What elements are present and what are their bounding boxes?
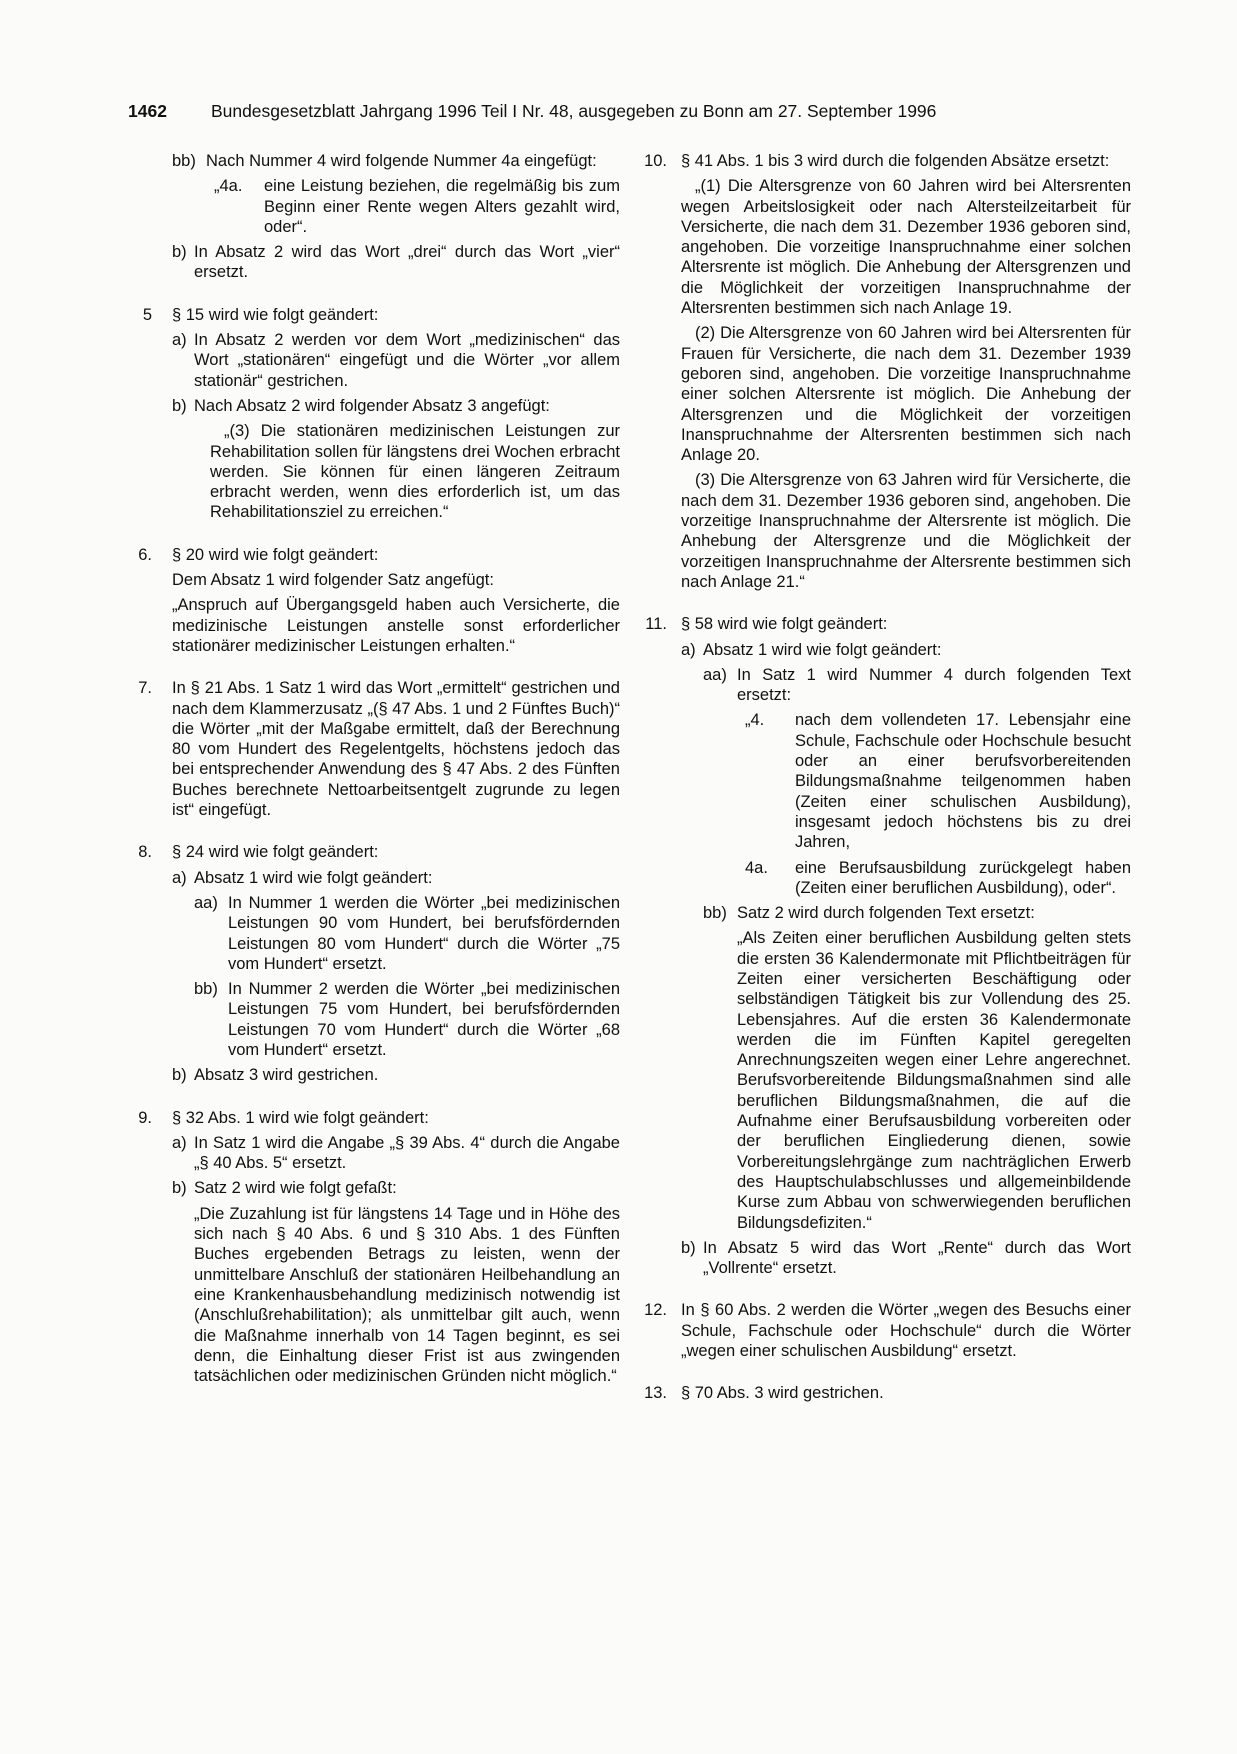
item-text: Absatz 1 wird wie folgt geändert: (703, 640, 942, 659)
item-text: Satz 2 wird durch folgenden Text ersetzt: (737, 904, 1035, 923)
quote-text: eine Leistung beziehen, die regelmäßig bis zum Beginn einer Rente wegen Alters gezahlt wird, oder“. (264, 177, 620, 236)
item-label: bb) (194, 980, 218, 999)
item-4-bb (172, 151, 620, 237)
quote-text: „Als Zeiten einer beruflichen Ausbildung gelten stets die ersten 36 Kalendermonate mit Pflichtbeiträgen für Zeiten einer versicherten Beschäftigung oder selbständigen Tätigkeit bis zur Vollendung des 25. Lebensjahres. Auf die ersten 36 Kalendermonate werden die im Fünften Kapitel geregelten Anrechnungszeiten wegen einer Lehre angerechnet. Berufsvorbereitende Bildungsmaßnahmen sind alle beruflichen Bildungsmaßnahmen, die auf die Aufnahme einer Berufsausbildung vorbereiten oder der beruflichen Eingliederung dienen, sowie Vorbereitungslehrgänge zum nachträglichen Erwerb des Hauptschulabschlusses und allgemeinbildende Kurse zum Abbau von schwerwiegenden beruflichen Bildungsdefiziten.“ (737, 929, 1131, 1232)
item-4-continued (140, 151, 620, 283)
item-text: In Absatz 2 wird das Wort „drei“ durch das Wort „vier“ ersetzt. (194, 243, 620, 282)
right-column (645, 151, 1131, 1426)
item-text: Satz 2 wird wie folgt gefaßt: (194, 1179, 397, 1198)
quote-text: nach dem vollendeten 17. Lebensjahr eine Schule, Fachschule oder Hochschule besucht oder an einer berufsvorbereitenden Bildungsmaßnahme teilgenommen haben (Zeiten einer schulischen Ausbildung), insgesamt jedoch höchstens bis zu drei Jahren, (795, 711, 1131, 852)
item-number: 7. (138, 679, 152, 698)
page-header (128, 100, 1088, 122)
quote-4 (737, 710, 1131, 852)
item-10 (645, 151, 1131, 592)
quote-label: 4a. (745, 858, 768, 877)
quote-text: „Anspruch auf Übergangsgeld haben auch Versicherte, die medizinische Leistungen anstelle sonst erforderlicher stationärer medizinischer Leistungen erhalten.“ (172, 596, 620, 655)
item-head: § 15 wird wie folgt geändert: (172, 305, 379, 324)
item-head: § 58 wird wie folgt geändert: (681, 615, 888, 634)
header-title: Bundesgesetzblatt Jahrgang 1996 Teil I Nr. 48, ausgegeben zu Bonn am 27. September 1996 (210, 101, 937, 121)
quote-text: „Die Zuzahlung ist für längstens 14 Tage und in Höhe des sich nach § 40 Abs. 6 und § 310 Abs. 1 des Fünften Buches ergebenden Betrags zu leisten, wenn der unmittelbare Anschluß der stationären Heilbehandlung an eine Krankenhausbehandlung medizinisch notwendig ist (Anschlußrehabilitation); als unmittelbar gilt auch, wenn die Maßnahme innerhalb von 14 Tagen beginnt, es sei denn, die Einhaltung dieser Frist ist aus zwingenden tatsächlichen oder medizinischen Gründen nicht möglich.“ (194, 1204, 620, 1386)
item-text: In § 21 Abs. 1 Satz 1 wird das Wort „ermittelt“ gestrichen und nach dem Klammerzusatz „(§ 47 Abs. 1 und 2 Fünftes Buch)“ die Wörter „mit der Maßgabe ermittelt, daß der Berechnung 80 vom Hundert des Regelentgelts, höchstens jedoch das bei entsprechender Anwendung des § 47 Abs. 2 des Fünften Buches berechnete Nettoarbeitsentgelt zugrunde zu legen ist“ eingefügt. (172, 679, 620, 820)
item-head: § 20 wird wie folgt geändert: (172, 545, 379, 564)
item-label: a) (172, 331, 187, 350)
paragraph-3: (3) Die Altersgrenze von 63 Jahren wird für Versicherte, die nach dem 31. Dezember 1936 geboren sind, angehoben. Die vorzeitige Inanspruchnahme der Altersrente ist möglich. Die Anhebung der Altersgrenze und die Möglichkeit der vorzeitigen Inanspruchnahme der Altersrente bestimmen sich nach Anlage 21.“ (681, 471, 1131, 591)
item-8-bb (194, 979, 620, 1060)
paragraph-1: „(1) Die Altersgrenze von 60 Jahren wird bei Altersrenten wegen Arbeitslosigkeit oder nach Altersteilzeitarbeit für Versicherte, die nach dem 31. Dezember 1936 geboren sind, angehoben. Die vorzeitige Inanspruchnahme einer solchen Altersrente ist möglich. Die Anhebung der Altersgrenzen und die Möglichkeit der vorzeitigen Inanspruchnahme der Altersrenten bestimmen sich nach Anlage 19. (681, 177, 1131, 318)
item-number: 12. (644, 1301, 667, 1320)
item-text: In Satz 1 wird die Angabe „§ 39 Abs. 4“ durch die Angabe „§ 40 Abs. 5“ ersetzt. (194, 1133, 620, 1173)
item-label: aa) (703, 665, 727, 684)
item-number: 11. (645, 615, 667, 634)
item-number: 5 (142, 305, 152, 324)
item-text: Nach Nummer 4 wird folgende Nummer 4a eingefügt: (206, 152, 597, 170)
item-9 (140, 1108, 620, 1387)
item-label: a) (172, 868, 187, 887)
item-text: Nach Absatz 2 wird folgender Absatz 3 angefügt: (194, 396, 550, 415)
item-13 (645, 1383, 1131, 1403)
item-11-b (681, 1238, 1131, 1279)
item-11-bb (703, 903, 1131, 1233)
item-text: In Satz 1 wird Nummer 4 durch folgenden Text ersetzt: (737, 665, 1131, 705)
item-label: b) (681, 1238, 696, 1257)
item-label: bb) (172, 152, 196, 170)
item-9-a (172, 1133, 620, 1174)
item-label: b) (172, 1066, 187, 1085)
item-9-b (172, 1178, 620, 1386)
quote-text: eine Berufsausbildung zurückgelegt haben (Zeiten einer beruflichen Ausbildung), oder“. (795, 858, 1131, 897)
quote-4a (206, 176, 620, 237)
item-label: bb) (703, 904, 727, 923)
quote-text: „(3) Die stationären medizinischen Leistungen zur Rehabilitation sollen für längstens drei Wochen erbracht werden. Sie können für einen längeren Zeitraum erbracht werden, wenn dies erforderlich ist, um das Rehabilitationsziel zu erreichen.“ (210, 422, 620, 522)
item-head: § 41 Abs. 1 bis 3 wird durch die folgenden Absätze ersetzt: (681, 152, 1110, 170)
left-column (140, 151, 620, 1408)
item-text: § 70 Abs. 3 wird gestrichen. (681, 1384, 884, 1403)
page-number: 1462 (128, 101, 167, 121)
item-11-aa (703, 665, 1131, 898)
item-12 (645, 1300, 1131, 1361)
item-label: a) (172, 1133, 187, 1152)
item-number: 10. (644, 152, 667, 170)
item-text: In Nummer 1 werden die Wörter „bei medizinischen Leistungen 90 vom Hundert, bei berufsfördernden Leistungen 80 vom Hundert“ durch die Wörter „75 vom Hundert“ ersetzt. (228, 893, 620, 973)
item-5-a (172, 330, 620, 391)
quote-label: „4a. (214, 177, 243, 196)
item-number: 9. (138, 1108, 152, 1127)
item-label: b) (172, 396, 187, 415)
item-label: b) (172, 1179, 187, 1198)
paragraph-2: (2) Die Altersgrenze von 60 Jahren wird bei Altersrenten für Frauen für Versicherte, die nach dem 31. Dezember 1939 geboren sind, angehoben. Die vorzeitige Inanspruchnahme einer solchen Altersrente ist möglich. Die Anhebung der Altersgrenzen und die Möglichkeit der vorzeitigen Inanspruchnahme der Altersrenten bestimmen sich nach Anlage 20. (681, 324, 1131, 465)
item-text: Absatz 1 wird wie folgt geändert: (194, 868, 433, 887)
item-4-b (172, 242, 620, 283)
item-8-b (172, 1065, 620, 1085)
item-5-b (172, 396, 620, 523)
item-text: In Absatz 2 werden vor dem Wort „medizinischen“ das Wort „stationären“ eingefügt und die Wörter „vor allem stationär“ gestrichen. (194, 331, 620, 390)
item-11-a (681, 640, 1131, 1233)
item-8-aa (194, 893, 620, 974)
item-text: Absatz 3 wird gestrichen. (194, 1066, 379, 1085)
item-label: b) (172, 243, 187, 262)
item-text: In Nummer 2 werden die Wörter „bei medizinischen Leistungen 75 vom Hundert, bei berufsfördernden Leistungen 70 vom Hundert“ durch die Wörter „68 vom Hundert“ ersetzt. (228, 980, 620, 1059)
item-text: Dem Absatz 1 wird folgender Satz angefügt: (172, 571, 494, 590)
item-head: § 32 Abs. 1 wird wie folgt geändert: (172, 1108, 429, 1127)
item-label: aa) (194, 893, 218, 912)
item-head: § 24 wird wie folgt geändert: (172, 843, 379, 862)
quote-label: „4. (745, 711, 765, 730)
item-number: 13. (644, 1384, 667, 1403)
item-text: In Absatz 5 wird das Wort „Rente“ durch das Wort „Vollrente“ ersetzt. (703, 1238, 1131, 1278)
item-11 (645, 614, 1131, 1278)
item-8 (140, 842, 620, 1085)
item-8-a (172, 868, 620, 1061)
item-number: 8. (138, 843, 152, 862)
item-6 (140, 545, 620, 656)
item-label: a) (681, 640, 696, 659)
item-5 (140, 305, 620, 523)
item-text: In § 60 Abs. 2 werden die Wörter „wegen des Besuchs einer Schule, Fachschule oder Hochschule“ durch die Wörter „wegen einer schulischen Ausbildung“ ersetzt. (681, 1301, 1131, 1361)
item-7 (140, 678, 620, 820)
item-number: 6. (138, 545, 152, 564)
quote-4a (737, 858, 1131, 899)
